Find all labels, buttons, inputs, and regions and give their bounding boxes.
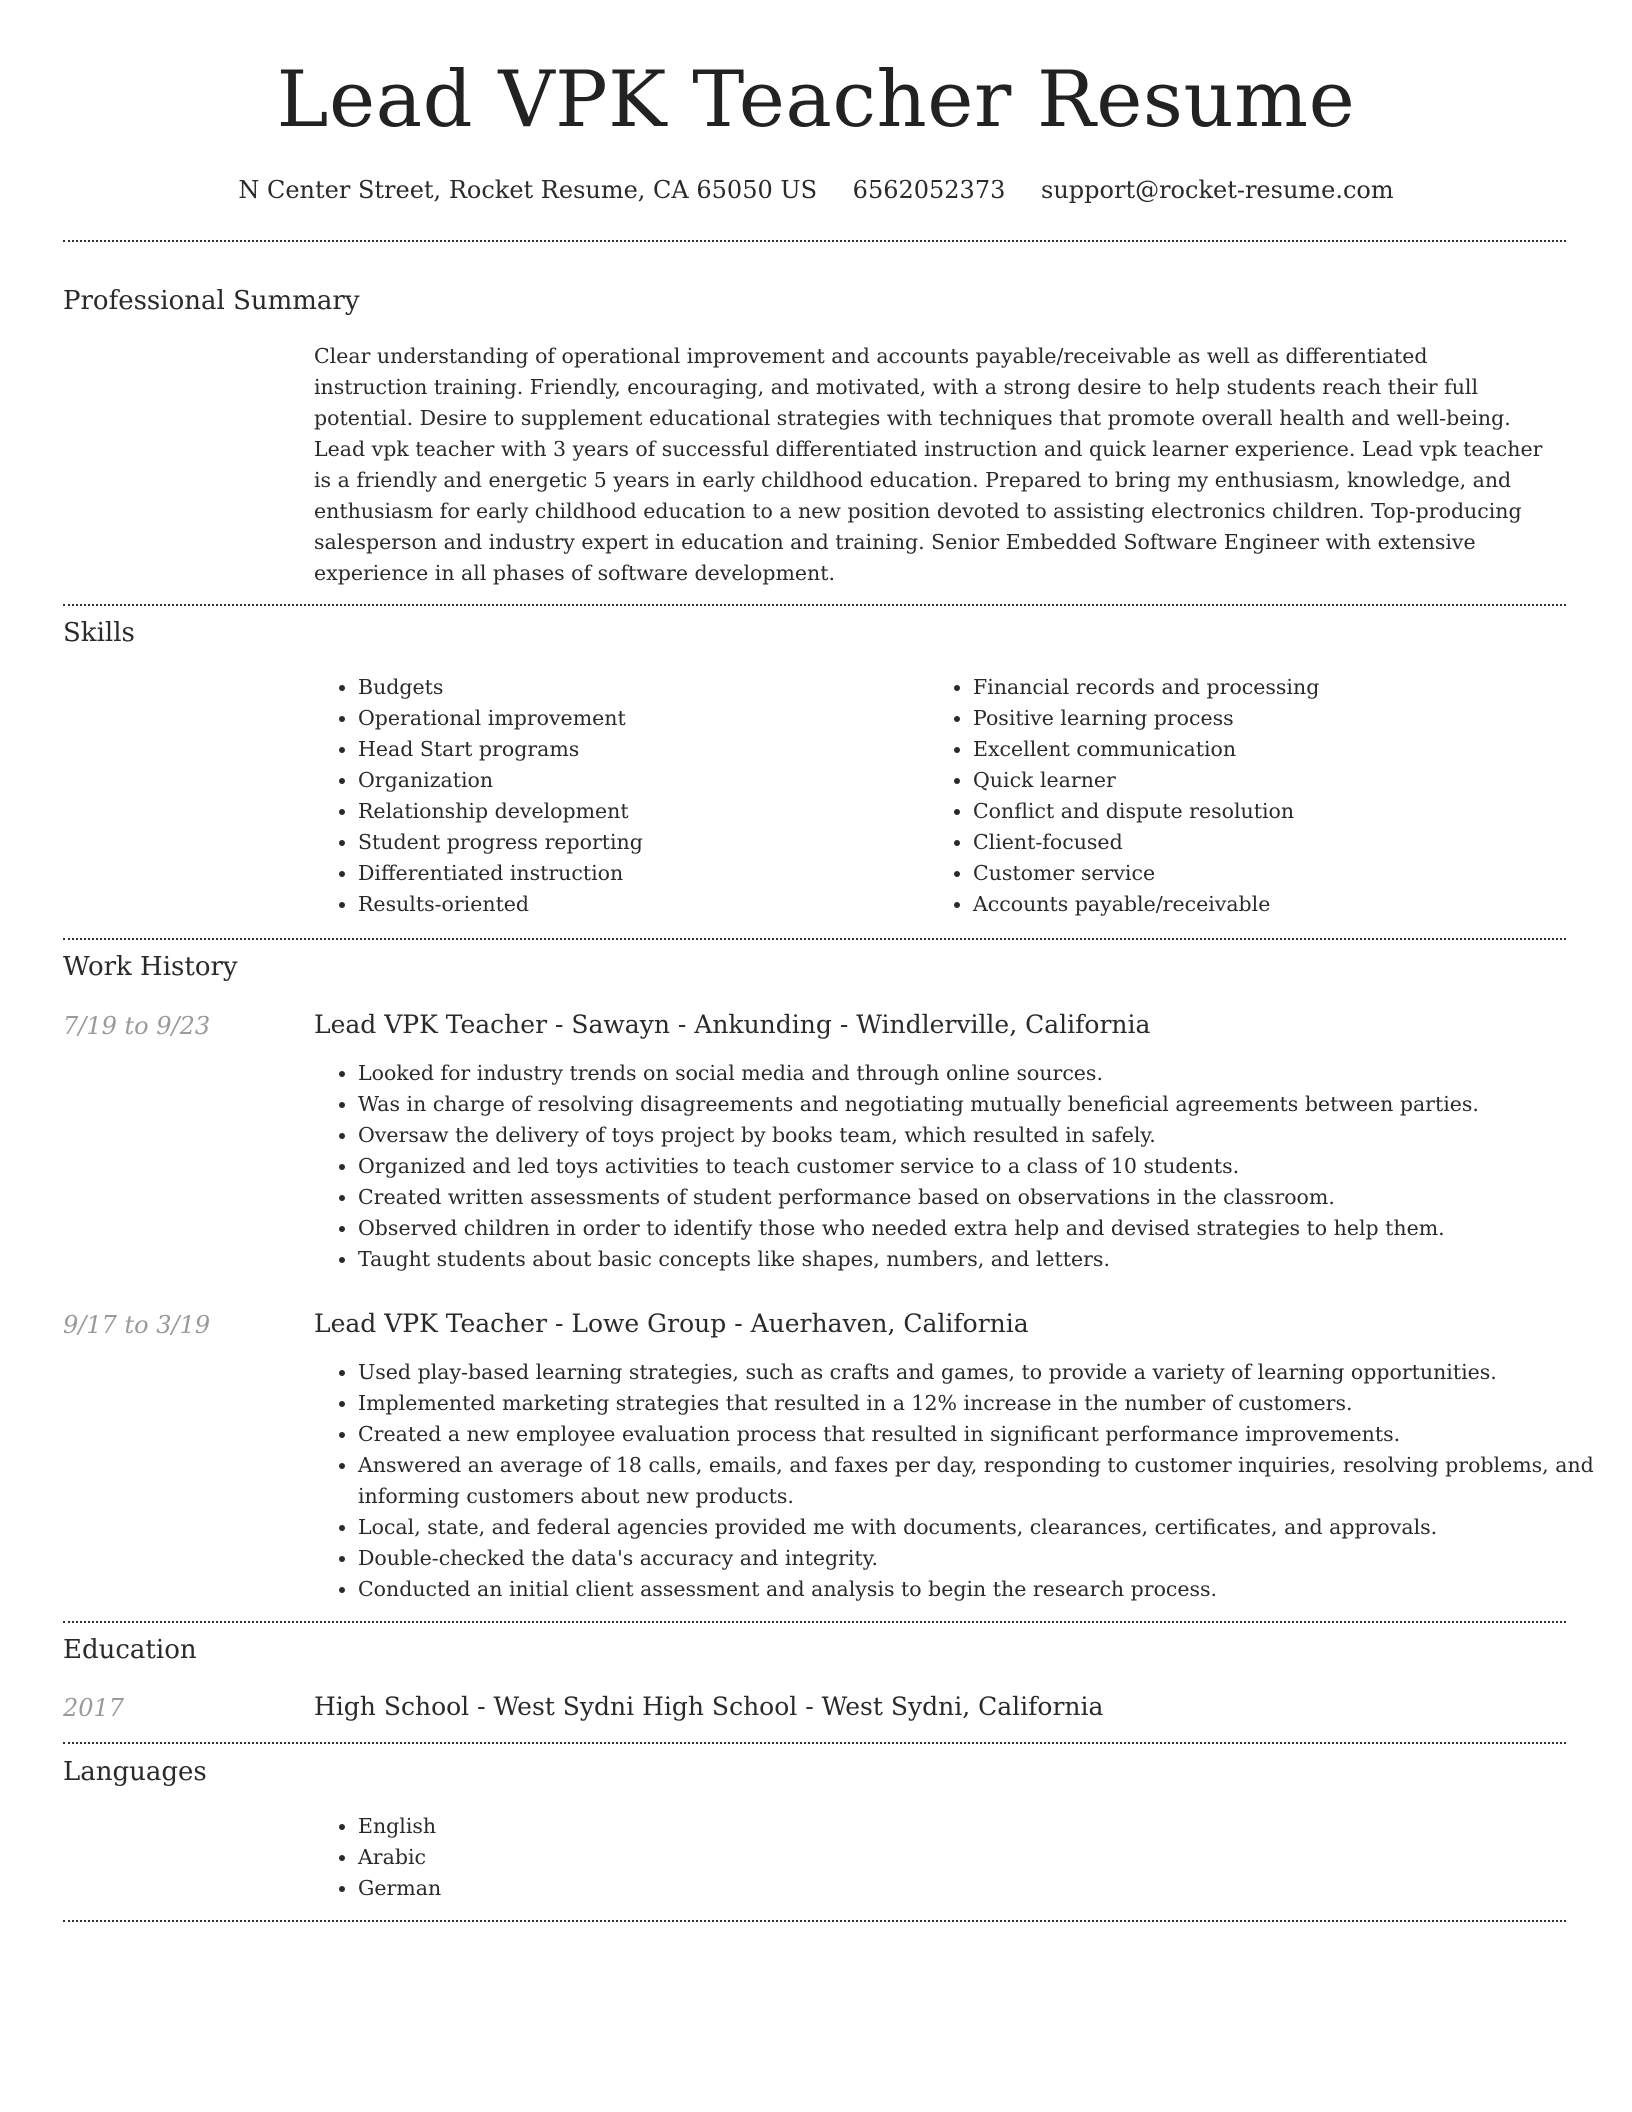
- skills-list-right: [929, 672, 1583, 920]
- list-item: • Quick learner: [973, 765, 1583, 796]
- list-item: • Positive learning process: [973, 703, 1583, 734]
- list-item: • Operational improvement: [358, 703, 918, 734]
- list-item: • Taught students about basic concepts like shapes, numbers, and letters.: [358, 1244, 1598, 1275]
- section-divider: [63, 1621, 1566, 1623]
- list-item: • German: [358, 1873, 958, 1904]
- skills-heading: Skills: [63, 618, 135, 648]
- skills-list-left: [314, 672, 918, 920]
- job-bullets: [314, 1058, 1598, 1275]
- work-heading: Work History: [63, 952, 238, 982]
- list-item: • Was in charge of resolving disagreements and negotiating mutually beneficial agreements between parties.: [358, 1089, 1598, 1120]
- list-item: • Differentiated instruction: [358, 858, 918, 889]
- section-divider: [63, 938, 1566, 940]
- list-item: • Relationship development: [358, 796, 918, 827]
- education-year: 2017: [63, 1694, 125, 1722]
- list-item: • Created a new employee evaluation process that resulted in significant performance improvements.: [358, 1419, 1598, 1450]
- list-item: • Accounts payable/receivable: [973, 889, 1583, 920]
- section-divider: [63, 1742, 1566, 1744]
- list-item: • Student progress reporting: [358, 827, 918, 858]
- section-divider: [63, 1920, 1566, 1922]
- list-item: • English: [358, 1811, 958, 1842]
- contact-email: support@rocket-resume.com: [1041, 176, 1394, 204]
- languages-list: [314, 1811, 958, 1904]
- list-item: • Results-oriented: [358, 889, 918, 920]
- list-item: • Organized and led toys activities to teach customer service to a class of 10 students.: [358, 1151, 1598, 1182]
- education-entry: High School - West Sydni High School - West Sydni, California: [314, 1692, 1104, 1721]
- summary-heading: Professional Summary: [63, 286, 360, 316]
- list-item: • Local, state, and federal agencies provided me with documents, clearances, certificates, and approvals.: [358, 1512, 1598, 1543]
- list-item: • Client-focused: [973, 827, 1583, 858]
- job-title: Lead VPK Teacher - Lowe Group - Auerhaven, California: [314, 1309, 1029, 1338]
- list-item: • Organization: [358, 765, 918, 796]
- list-item: • Observed children in order to identify those who needed extra help and devised strategies to help them.: [358, 1213, 1598, 1244]
- list-item: • Implemented marketing strategies that resulted in a 12% increase in the number of customers.: [358, 1388, 1598, 1419]
- resume-title: Lead VPK Teacher Resume: [276, 55, 1356, 145]
- list-item: • Conflict and dispute resolution: [973, 796, 1583, 827]
- contact-phone: 6562052373: [852, 176, 1006, 204]
- languages-heading: Languages: [63, 1757, 207, 1787]
- section-divider: [63, 240, 1566, 242]
- job-dates: 9/17 to 3/19: [63, 1311, 211, 1339]
- education-heading: Education: [63, 1635, 197, 1665]
- job-bullets: [314, 1357, 1598, 1605]
- list-item: • Answered an average of 18 calls, emails, and faxes per day, responding to customer inquiries, resolving problems, and informing customers about new products.: [358, 1450, 1598, 1512]
- list-item: • Head Start programs: [358, 734, 918, 765]
- list-item: • Budgets: [358, 672, 918, 703]
- list-item: • Financial records and processing: [973, 672, 1583, 703]
- list-item: • Oversaw the delivery of toys project by books team, which resulted in safely.: [358, 1120, 1598, 1151]
- section-divider: [63, 604, 1566, 606]
- list-item: • Conducted an initial client assessment and analysis to begin the research process.: [358, 1574, 1598, 1605]
- contact-line: [0, 170, 1632, 210]
- job-dates: 7/19 to 9/23: [63, 1012, 211, 1040]
- list-item: • Customer service: [973, 858, 1583, 889]
- list-item: • Looked for industry trends on social media and through online sources.: [358, 1058, 1598, 1089]
- list-item: • Arabic: [358, 1842, 958, 1873]
- job-title: Lead VPK Teacher - Sawayn - Ankunding - Windlerville, California: [314, 1010, 1151, 1039]
- list-item: • Created written assessments of student performance based on observations in the classroom.: [358, 1182, 1598, 1213]
- contact-address: N Center Street, Rocket Resume, CA 65050 US: [238, 176, 818, 204]
- list-item: • Double-checked the data's accuracy and integrity.: [358, 1543, 1598, 1574]
- list-item: • Excellent communication: [973, 734, 1583, 765]
- summary-text: Clear understanding of operational improvement and accounts payable/receivable as well as differentiated instruction training. Friendly, encouraging, and motivated, with a strong desire to help students reach their full potential. Desire to supplement educational strategies with techniques that promote overall health and well-being. Lead vpk teacher with 3 years of successful differentiated instruction and quick learner experience. Lead vpk teacher is a friendly and energetic 5 years in early childhood education. Prepared to bring my enthusiasm, knowledge, and enthusiasm for early childhood education to a new position devoted to assisting electronics children. Top-producing salesperson and industry expert in education and training. Senior Embedded Software Engineer with extensive experience in all phases of software development.: [314, 344, 1543, 585]
- list-item: • Used play-based learning strategies, such as crafts and games, to provide a variety of learning opportunities.: [358, 1357, 1598, 1388]
